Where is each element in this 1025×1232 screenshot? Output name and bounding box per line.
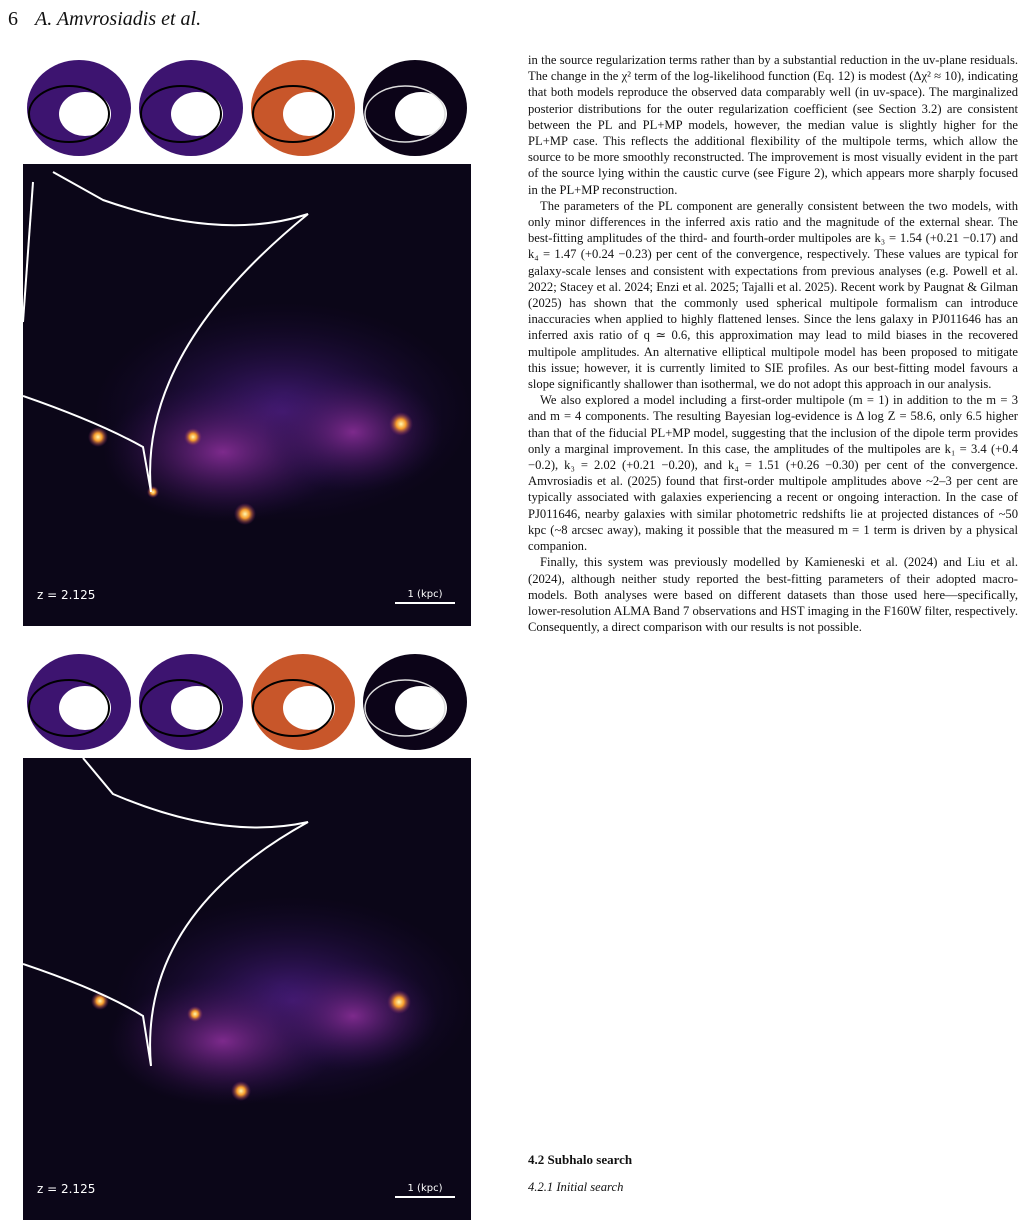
scale-bar-label: 1 (kpc) bbox=[407, 589, 443, 600]
redshift-label: z = 2.125 bbox=[37, 1182, 96, 1196]
paragraph-4: Finally, this system was previously modelled by Kamieneski et al. (2024) and Liu et al. (2024), although neither study reported the best-fitting parameters of their adopted macro-models. Both analyses were based on different datasets than those used here—specifically, lower-resolution ALMA Band 7 observations and HST imaging in the F160W filter, respectively. Consequently, a direct comparison with our results is not possible. bbox=[528, 555, 1018, 635]
body-text-column bbox=[528, 52, 1018, 635]
figure-panel-top bbox=[23, 52, 471, 626]
redshift-label: z = 2.125 bbox=[37, 588, 96, 602]
scale-bar-label: 1 (kpc) bbox=[407, 1183, 443, 1194]
subsection-heading: 4.2.1 Initial search bbox=[528, 1180, 624, 1194]
page-header bbox=[8, 8, 201, 31]
scale-bar bbox=[395, 1183, 455, 1198]
page-number: 6 bbox=[8, 8, 18, 30]
paragraph-2: The parameters of the PL component are generally consistent between the two models, with only minor differences in the inferred axis ratio and the magnitude of the external shear. The best-fitting amplitudes of the third- and fourth-order multipoles are k₃ = 1.54 (+0.21 −0.17) and k₄ = 1.47 (+0.24 −0.23) per cent of the convergence, respectively. These values are typical for galaxy-scale lenses and consistent with expectations from previous analyses (e.g. Powell et al. 2022; Stacey et al. 2024; Enzi et al. 2025; Tajalli et al. 2025). Recent work by Paugnat & Gilman (2025) has shown that the commonly used spherical multipole formalism can introduce inaccuracies when applied to highly flattened lenses. Since the lens galaxy in PJ011646 has an inferred axis ratio of q ≃ 0.6, this approximation may lead to mild biases in the recovered multipole amplitudes. An alternative elliptical multipole model has been proposed to mitigate this issue; however, it is currently limited to SIE profiles. As our best-fitting model favours a slope significantly shallower than isothermal, we do not adopt this approach in our analysis. bbox=[528, 198, 1018, 392]
residual-thumbnails bbox=[23, 646, 471, 758]
residual-thumbnails bbox=[23, 52, 471, 164]
figure-panel-bottom bbox=[23, 646, 471, 1220]
running-authors: A. Amvrosiadis et al. bbox=[35, 8, 202, 30]
scale-bar bbox=[395, 589, 455, 604]
paragraph-3: We also explored a model including a first-order multipole (m = 1) in addition to the m = 3 and m = 4 components. The resulting Bayesian log-evidence is Δ log Z = 58.6, only 6.5 higher than that of the fiducial PL+MP model, suggesting that the inclusion of the dipole term provides only a marginal improvement. In this case, the amplitudes of the multipoles are k₁ = 3.4 (+0.4 −0.2), k₃ = 2.02 (+0.21 −0.20), and k₄ = 1.51 (+0.26 −0.30) per cent of the convergence. Amvrosiadis et al. (2025) found that first-order multipole amplitudes above ~2–3 per cent are typically associated with galaxies experiencing a recent or ongoing interaction. In the case of PJ011646, nearby galaxies with similar photometric redshifts lie at projected distances of ~50 kpc (~8 arcsec away), making it possible that the measured m = 1 term is driven by a physical companion. bbox=[528, 393, 1018, 554]
section-heading: 4.2 Subhalo search bbox=[528, 1152, 633, 1167]
paragraph-1: in the source regularization terms rather than by a substantial reduction in the uv-plane residuals. The change in the χ² term of the log-likelihood function (Eq. 12) is modest (Δχ² ≈ 10), indicating that both models reproduce the observed data comparably well (in uv-space). The marginalized posterior distributions for the outer regularization coefficient (see Section 3.2) are consistent between the PL and PL+MP models, however, the median value is slightly higher for the PL+MP case. This reflects the additional flexibility of the multipole terms, which allow the source to be more smoothly reconstructed. The improvement is most visually evident in the part of the source lying within the caustic curve (see Figure 2), which appears more sharply focused in the PL+MP reconstruction. bbox=[528, 53, 1018, 197]
